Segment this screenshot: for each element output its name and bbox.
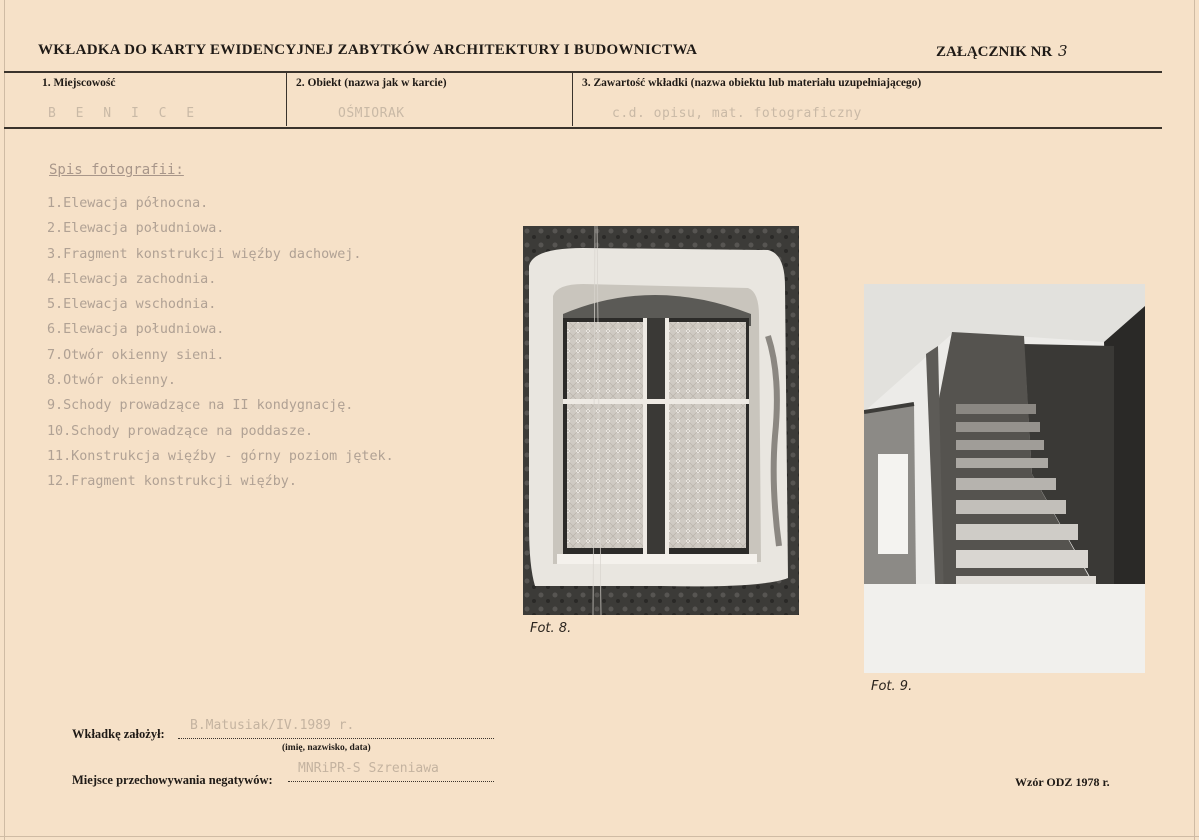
place-label: 1. Miejscowość: [42, 77, 116, 89]
photo-list-item: 7.Otwór okienny sieni.: [47, 347, 225, 363]
photo-list-item: 4.Elewacja zachodnia.: [47, 271, 217, 287]
sheet-edge-right: [1194, 0, 1195, 840]
table-bottom-rule: [4, 127, 1162, 129]
photo-list-item: 1.Elewacja północna.: [47, 196, 209, 211]
content-label: 3. Zawartość wkładki (nazwa obiektu lub materiału uzupełniającego): [582, 77, 922, 89]
founder-label: Wkładkę założył:: [72, 727, 165, 741]
sheet-edge-left: [4, 0, 5, 840]
table-top-rule: [4, 71, 1162, 73]
window-photo-image: [523, 226, 799, 615]
place-value: B E N I C E: [48, 106, 201, 121]
object-value: OŚMIORAK: [338, 106, 405, 121]
photo-list-item: 8.Otwór okienny.: [47, 373, 176, 389]
photo-list-item: 2.Elewacja południowa.: [47, 221, 225, 237]
negatives-value: MNRiPR-S Szreniawa: [298, 761, 439, 776]
founder-line: [178, 738, 494, 739]
negatives-label: Miejsce przechowywania negatywów:: [72, 773, 273, 787]
annex-number-value: 3: [1058, 42, 1068, 60]
column-divider-2: [572, 72, 573, 126]
photo-caption: Fot. 9.: [871, 679, 913, 694]
object-label: 2. Obiekt (nazwa jak w karcie): [296, 77, 447, 89]
founder-hint: (imię, nazwisko, data): [282, 743, 371, 753]
content-value: c.d. opisu, mat. fotograficzny: [612, 106, 862, 121]
photo-list-item: 5.Elewacja wschodnia.: [47, 297, 217, 313]
annex-number: [936, 42, 1068, 61]
photo-list-item: 9.Schody prowadzące na II kondygnację.: [47, 398, 354, 414]
photo-list-item: 12.Fragment konstrukcji więźby.: [47, 474, 297, 490]
column-divider-1: [286, 72, 287, 126]
photo-list-title: Spis fotografii:: [49, 162, 184, 178]
staircase-photo-image: [864, 284, 1145, 673]
photo-caption: Fot. 8.: [530, 621, 572, 636]
photo-list: [47, 194, 394, 498]
staircase-photo: [864, 284, 1145, 673]
sheet-edge-bottom: [0, 836, 1199, 837]
window-photo: [523, 226, 799, 615]
negatives-line: [288, 781, 494, 782]
form-version-note: Wzór ODZ 1978 r.: [1015, 775, 1110, 789]
photo-list-item: 6.Elewacja południowa.: [47, 322, 225, 338]
photo-list-item: 10.Schody prowadzące na poddasze.: [47, 423, 314, 439]
annex-label: ZAŁĄCZNIK NR: [936, 44, 1053, 60]
card-title: WKŁADKA DO KARTY EWIDENCYJNEJ ZABYTKÓW ARCHITEKTURY I BUDOWNICTWA: [38, 42, 698, 58]
photo-list-item: 3.Fragment konstrukcji więźby dachowej.: [47, 246, 362, 262]
founder-value: B.Matusiak/IV.1989 r.: [190, 718, 355, 733]
photo-list-item: 11.Konstrukcja więźby - górny poziom jętek.: [47, 448, 394, 464]
